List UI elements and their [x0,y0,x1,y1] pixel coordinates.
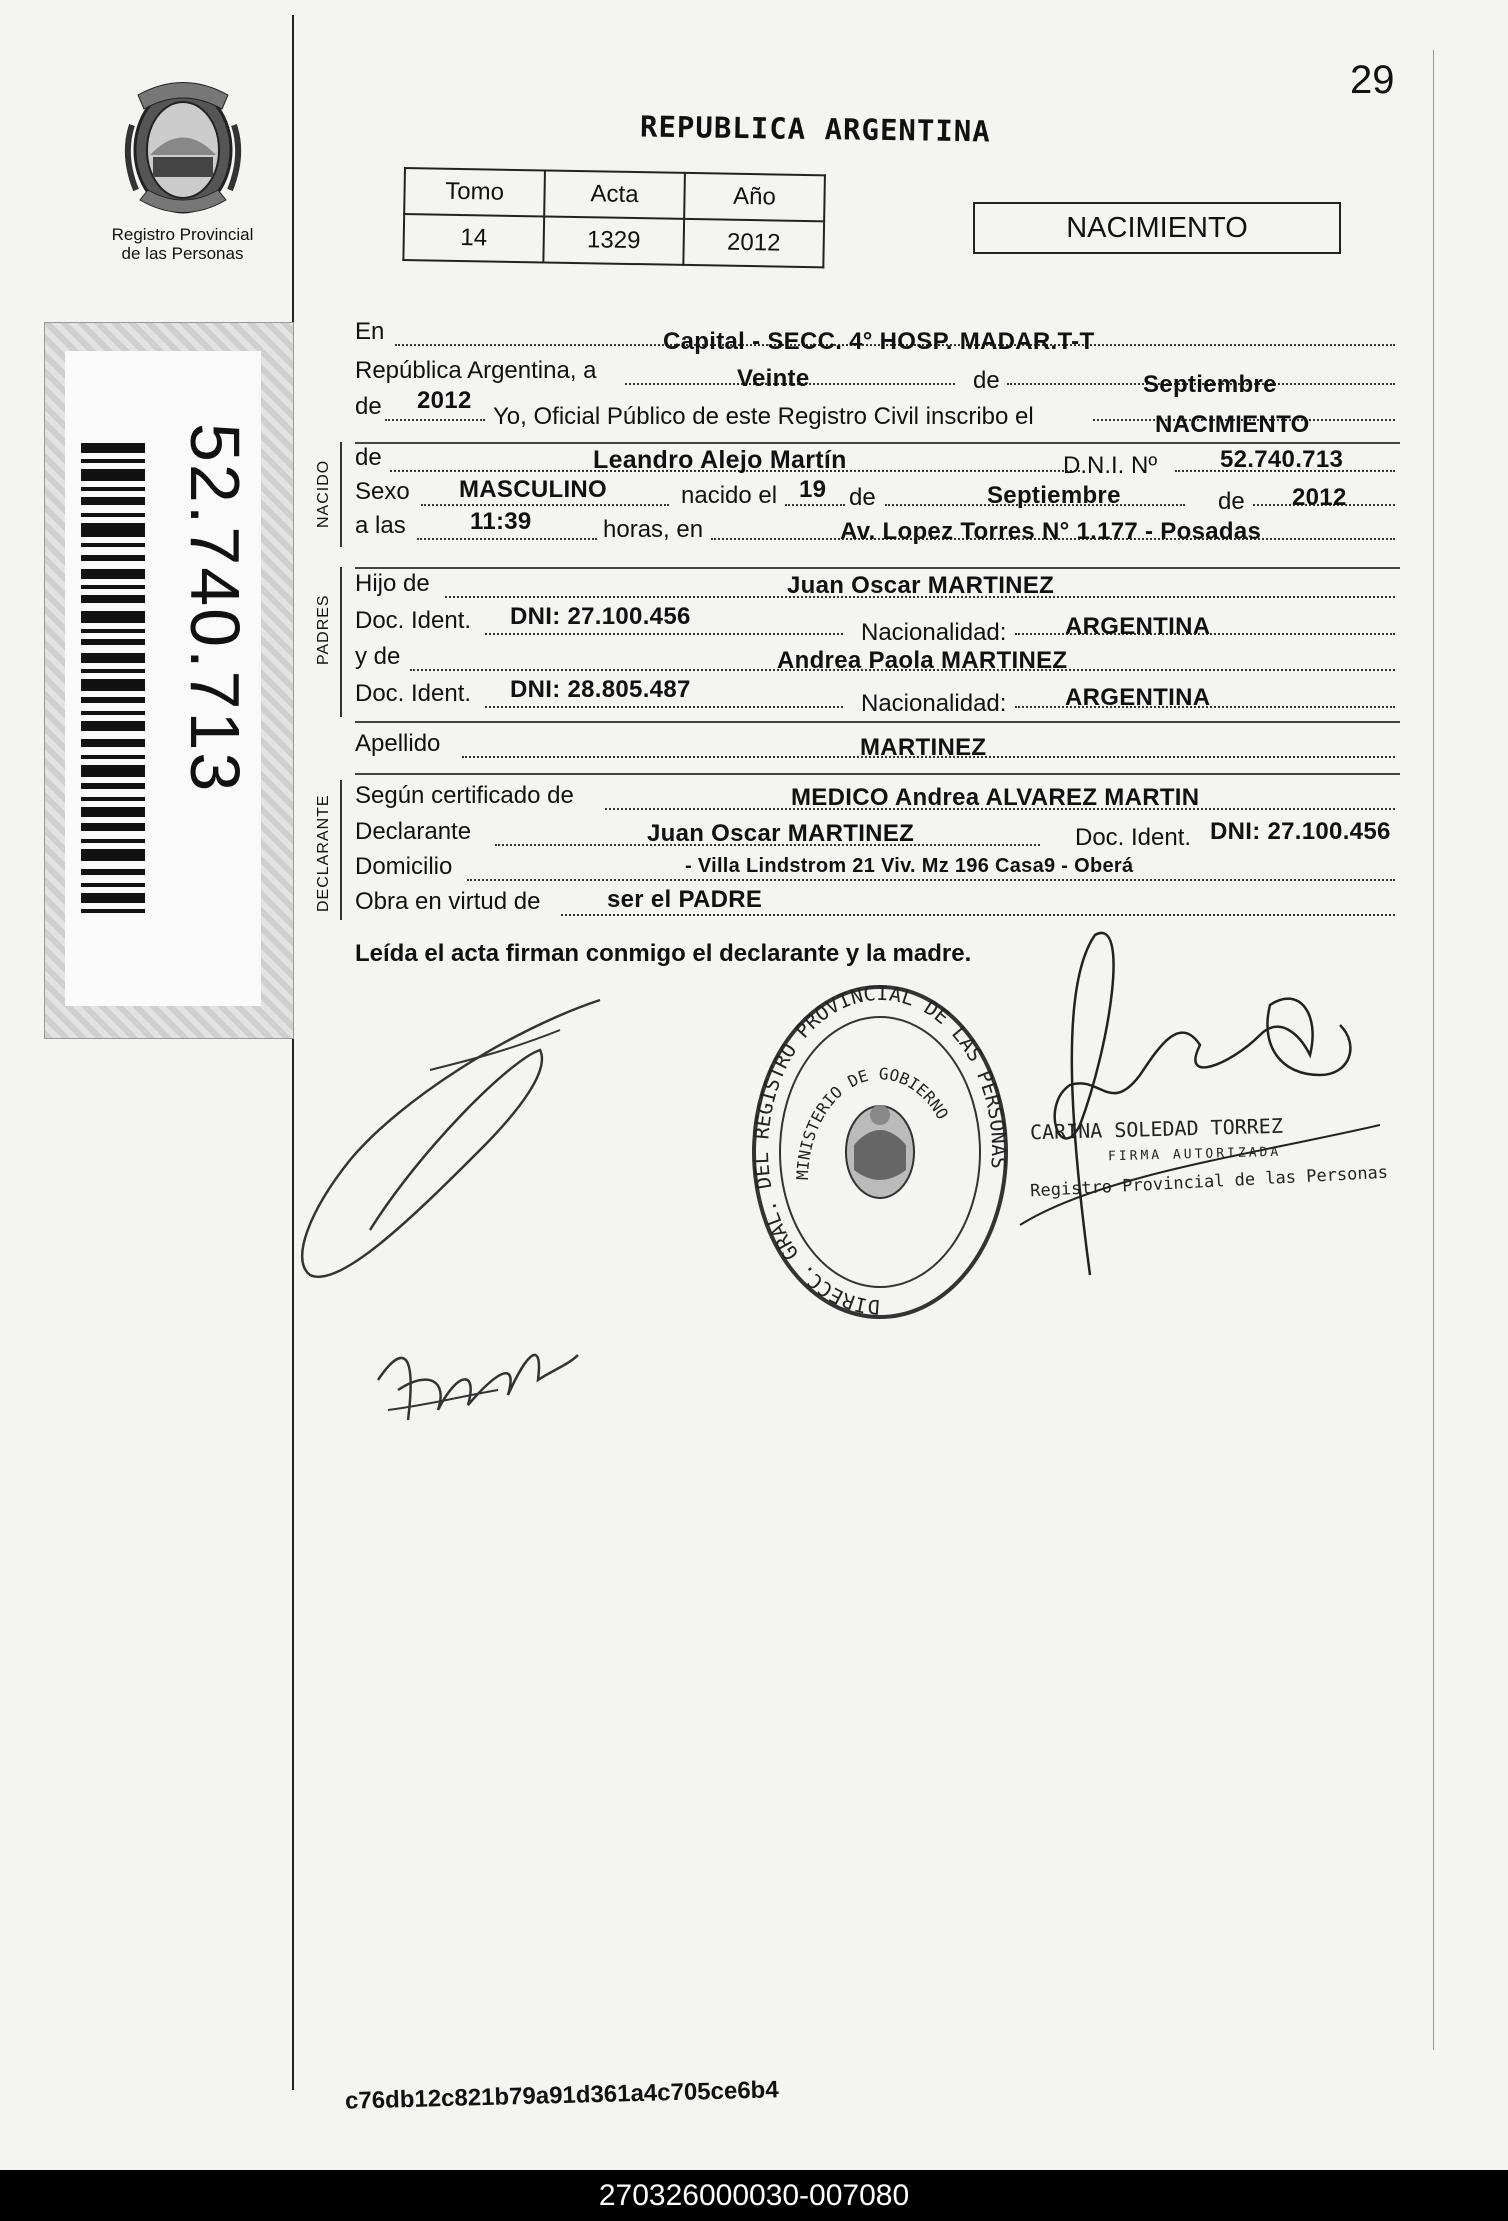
side-tag-declarante: DECLARANTE [315,794,332,912]
document-title: REPUBLICA ARGENTINA [639,109,991,149]
section-bar-nacido [340,442,342,547]
document-type-box: NACIMIENTO [973,202,1341,254]
section-divider [355,721,1400,723]
row-inscripcion [355,387,1400,438]
label-dni: D.N.I. Nº [1063,452,1158,479]
side-tag-nacido: NACIDO [315,459,332,528]
row-madre-doc [355,676,1400,717]
value-tipo-acta: NACIMIENTO [1155,411,1310,438]
label-horas-en: horas, en [603,516,704,543]
value-declarante-doc: DNI: 27.100.456 [1210,818,1391,845]
label-declarante: Declarante [355,818,472,845]
official-stamp [748,980,1013,1325]
side-tag-padres: PADRES [315,594,332,665]
section-bar-padres [340,567,342,717]
value-hora: 11:39 [470,508,532,535]
value-dni: 52.740.713 [1220,446,1344,473]
official-office: Registro Provincial de las Personas [1029,1162,1389,1202]
record-table [402,167,826,268]
label-apellido: Apellido [355,730,441,757]
row-nombre [355,444,1400,479]
label-yo: Yo, Oficial Público de este Registro Civil inscribo el [493,403,1034,430]
value-padre: Juan Oscar MARTINEZ [787,572,1055,599]
value-padre-doc: DNI: 27.100.456 [510,603,691,630]
value-mes-nac: Septiembre [987,482,1121,509]
value-anio-nac: 2012 [1292,484,1347,511]
label-de-nombre: de [355,444,382,471]
row-padre [355,570,1400,602]
label-a-las: a las [355,512,406,539]
record-header-tomo: Tomo [404,168,545,216]
row-domicilio [355,853,1400,885]
value-domicilio: - Villa Lindstrom 21 Viv. Mz 196 Casa9 - Oberá [685,855,1134,877]
barcode-panel [44,322,294,1039]
label-nacionalidad-padre: Nacionalidad: [861,619,1007,646]
value-madre-doc: DNI: 28.805.487 [510,676,691,703]
value-declarante: Juan Oscar MARTINEZ [647,820,915,847]
section-bar-declarante [340,780,342,920]
label-de: de [973,367,1000,394]
row-apellido [355,730,1400,762]
value-mes-registro: Septiembre [1143,371,1277,398]
value-dia-registro: Veinte [737,365,810,392]
logo-caption-1: Registro Provincial [111,225,254,244]
label-domicilio: Domicilio [355,853,453,880]
label-de-anio-nac: de [1218,488,1245,515]
registry-logo [95,75,270,275]
row-fecha-registro [355,357,1400,398]
declarant-signature [280,990,620,1290]
value-dia-nac: 19 [799,476,827,503]
row-declarante [355,818,1400,850]
label-obra: Obra en virtud de [355,888,541,915]
section-divider [355,567,1400,569]
label-hijo-de: Hijo de [355,570,430,597]
value-padre-nac: ARGENTINA [1065,613,1211,640]
record-value-anio: 2012 [683,219,824,267]
label-doc-ident-padre: Doc. Ident. [355,607,472,634]
record-value-acta: 1329 [543,216,684,264]
value-certificado: MEDICO Andrea ALVAREZ MARTIN [791,784,1200,811]
footer-code: 270326000030-007080 [0,2170,1508,2221]
row-hora [355,508,1400,545]
logo-caption-2: de las Personas [121,244,244,263]
closing-statement: Leída el acta firman conmigo el declarante y la madre. [355,940,972,967]
value-anio-registro: 2012 [417,387,472,414]
row-sexo [355,476,1400,515]
row-madre [355,643,1400,675]
document-hash: c76db12c821b79a91d361a4c705ce6b4 [344,2076,779,2115]
mother-signature [368,1310,588,1450]
record-header-acta: Acta [544,170,685,218]
row-obra [355,888,1400,920]
label-doc-ident-decl: Doc. Ident. [1075,824,1192,851]
value-nombre: Leandro Alejo Martín [593,446,847,474]
page-number: 29 [1350,58,1395,102]
official-name: CARINA SOLEDAD TORREZ [1029,1113,1284,1145]
label-y-de: y de [355,643,401,670]
stamp-inner-text: MINISTERIO DE GOBIERNO [792,1064,953,1181]
section-divider [355,773,1400,775]
label-sexo: Sexo [355,478,410,505]
value-madre-nac: ARGENTINA [1065,684,1211,711]
label-segun: Según certificado de [355,782,574,809]
official-role: FIRMA AUTORIZADA [1107,1144,1282,1165]
label-en: En [355,318,385,345]
record-value-tomo: 14 [403,214,544,262]
value-lugar: Capital - SECC. 4° HOSP. MADAR.T-T [663,328,1095,355]
value-apellido: MARTINEZ [860,734,987,761]
row-padre-doc [355,603,1400,646]
label-nacionalidad-madre: Nacionalidad: [861,690,1007,717]
right-rule [1433,50,1434,2050]
official-signature [1000,925,1380,1285]
barcode-number: 52.740.713 [176,423,254,794]
barcode-icon [81,443,145,913]
label-de-anio: de [355,393,382,420]
label-nacido-el: nacido el [681,482,778,509]
province-seal-icon [118,75,248,225]
row-lugar [355,318,1400,355]
stamp-ring-text: DIRECC. GRAL. DEL REGISTRO PROVINCIAL DE LAS PERSONAS [748,980,1012,1320]
value-sexo: MASCULINO [459,476,608,503]
value-obra: ser el PADRE [607,886,763,913]
label-doc-ident-madre: Doc. Ident. [355,680,472,707]
label-de-mes: de [849,484,876,511]
row-certificado [355,782,1400,814]
value-lugar-nac: Av. Lopez Torres N° 1.177 - Posadas [840,518,1262,545]
value-madre: Andrea Paola MARTINEZ [777,647,1068,674]
label-republica: República Argentina, a [355,357,597,384]
record-header-anio: Año [684,173,825,221]
